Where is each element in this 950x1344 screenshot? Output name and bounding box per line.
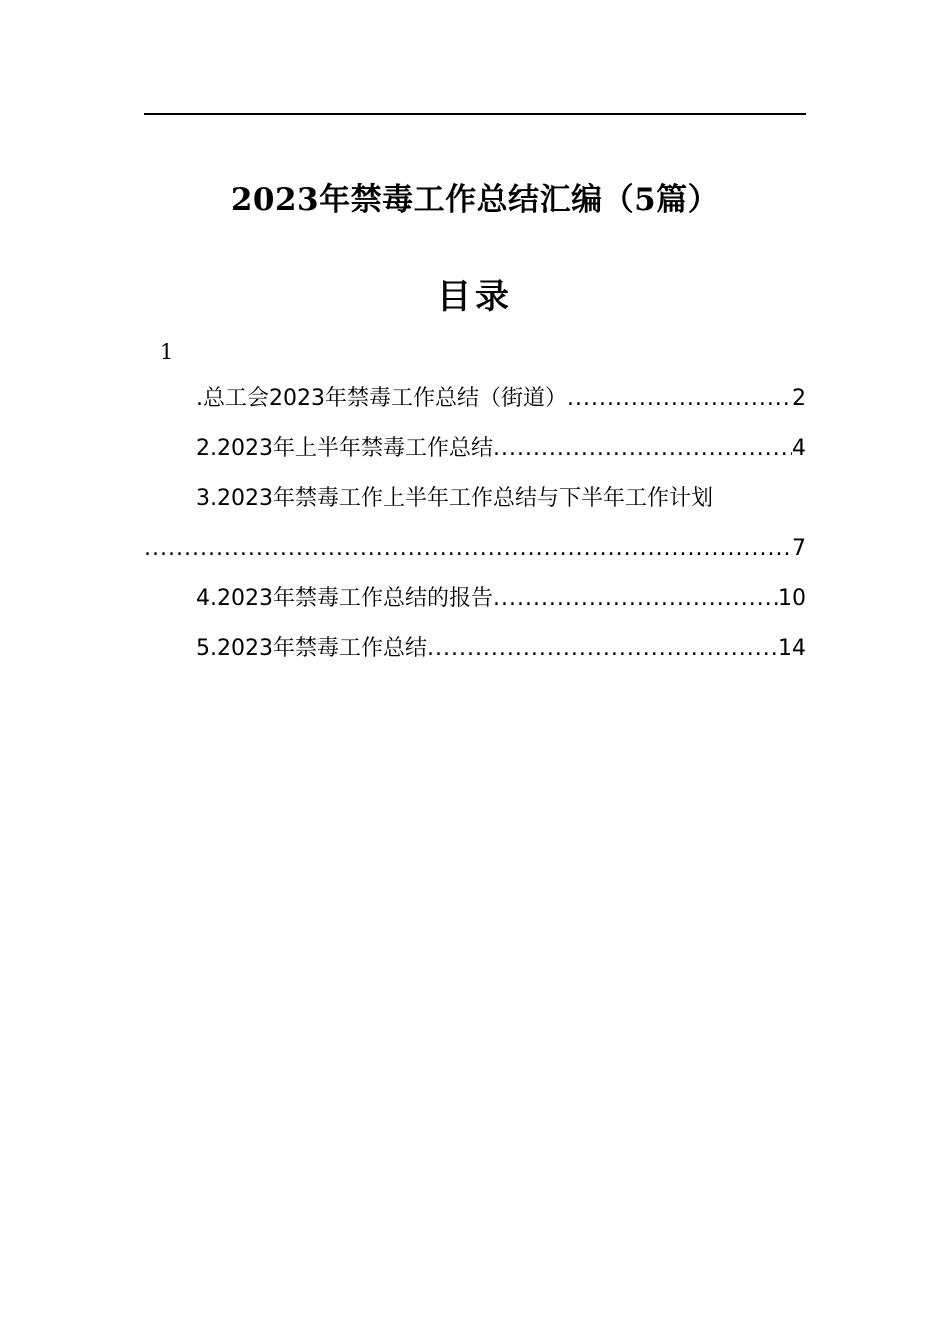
document-title: 2023年禁毒工作总结汇编（5篇） xyxy=(230,182,720,218)
dot-leader xyxy=(567,383,792,415)
list-number: 1 xyxy=(160,340,174,364)
dot-leader xyxy=(427,633,778,665)
toc-entry-page: 10 xyxy=(778,586,806,611)
dot-leader xyxy=(493,433,792,465)
toc-entry-page: 14 xyxy=(778,636,806,661)
toc-entry-page: 7 xyxy=(792,536,806,561)
toc-entry-title: 4.2023年禁毒工作总结的报告 xyxy=(196,586,493,611)
toc-entry-page: 2 xyxy=(792,386,806,411)
toc-entry-title: 5.2023年禁毒工作总结 xyxy=(196,636,427,661)
toc-entry-title: 3.2023年禁毒工作上半年工作总结与下半年工作计划 xyxy=(196,486,713,511)
toc-entry[interactable] xyxy=(144,483,806,561)
toc-heading: 目录 xyxy=(437,277,513,317)
toc-entry-title: .总工会2023年禁毒工作总结（街道） xyxy=(196,386,567,411)
toc-entry[interactable] xyxy=(144,433,806,465)
toc-entry[interactable] xyxy=(144,583,806,615)
header-rule xyxy=(144,113,806,115)
toc-entry[interactable] xyxy=(144,383,806,415)
toc-entry-title: 2.2023年上半年禁毒工作总结 xyxy=(196,436,493,461)
dot-leader xyxy=(144,533,792,565)
toc-entry-page: 4 xyxy=(792,436,806,461)
dot-leader xyxy=(493,583,778,615)
toc-entry[interactable] xyxy=(144,633,806,665)
